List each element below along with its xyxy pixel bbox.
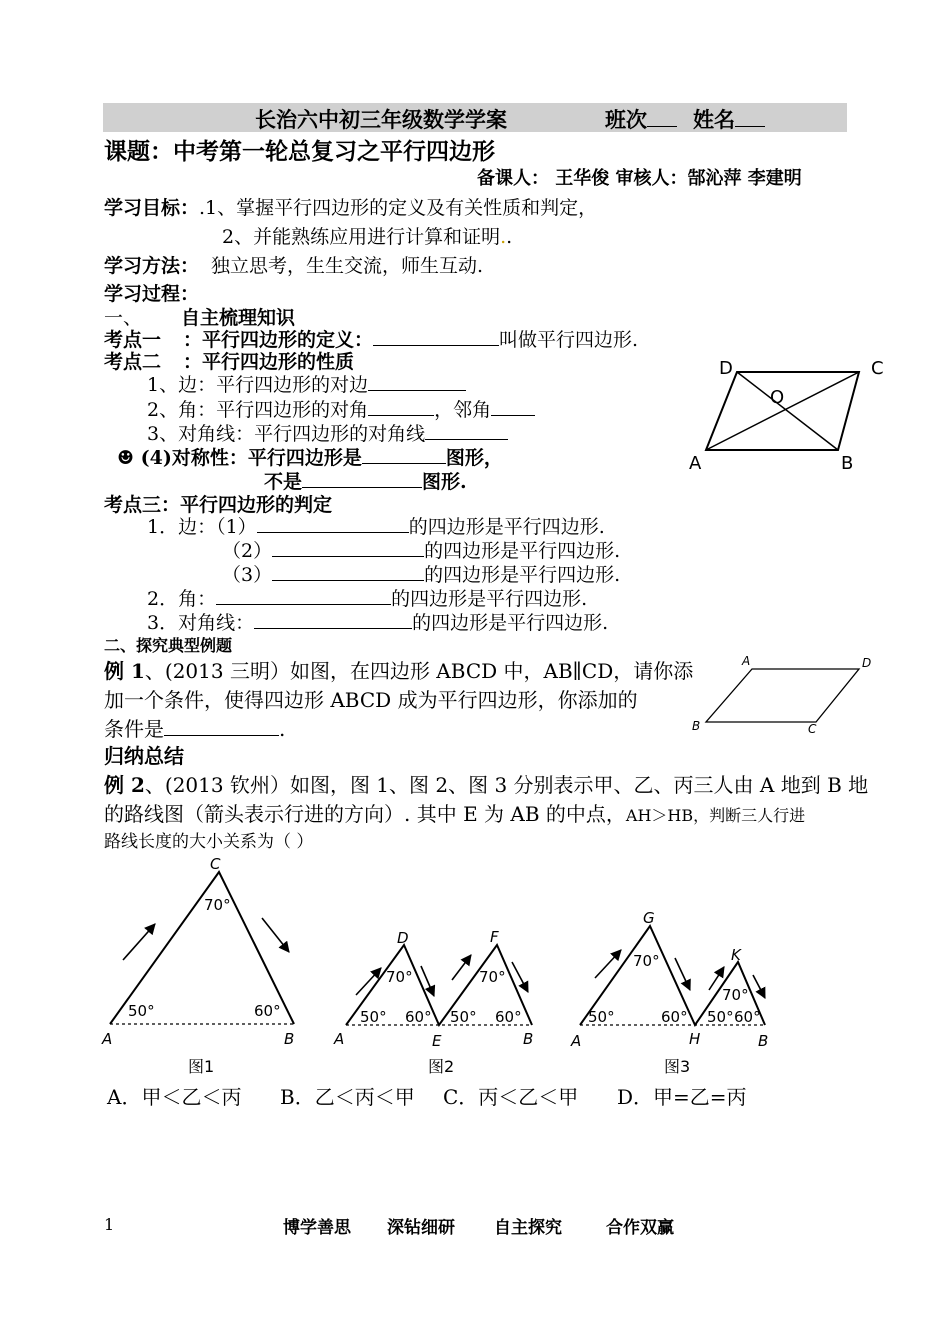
section1-title: 自主梳理知识 (181, 307, 296, 329)
ex1-label-d: D (862, 656, 872, 670)
prop-side-text: 1、边：平行四边形的对边 (147, 374, 369, 396)
point2-title: ：平行四边形的性质 (183, 351, 355, 373)
fig2-angle-2: 60° (405, 1008, 432, 1026)
fig3-angle-3: 50° (707, 1008, 734, 1026)
method-text: 独立思考，生生交流，师生互动. (211, 255, 484, 277)
school-title: 长治六中初三年级数学学案 (255, 107, 507, 132)
goals-label: 学习目标： (104, 197, 200, 219)
fig1-label-a: A (102, 1030, 113, 1048)
prop-diag (147, 419, 508, 446)
example2-text2b: AH＞HB，判断三人行进 (625, 806, 806, 825)
label-b: B (841, 453, 854, 474)
fig1-down-arrow-icon (262, 918, 289, 952)
fig1-label-b: B (284, 1030, 295, 1048)
section2-title: 二、探究典型例题 (104, 636, 233, 655)
choice-a[interactable]: A．甲＜乙＜丙 (107, 1085, 242, 1109)
example1-line3 (104, 713, 285, 742)
judge-side-2-suffix: 的四边形是平行四边形. (424, 540, 621, 562)
name-label: 姓名 (693, 107, 735, 132)
fig3-angle-2: 60° (661, 1008, 688, 1026)
class-label: 班次 (605, 107, 647, 132)
smiley-icon: ☻ (117, 447, 135, 469)
fig2-label-b: B (523, 1030, 534, 1048)
judge-side-3 (222, 560, 620, 587)
ex1-label-b: B (692, 719, 701, 733)
fig1-right-angle: 60° (254, 1002, 281, 1020)
example2-line1 (104, 769, 868, 798)
fig3-label-k: K (731, 946, 741, 964)
label-a: A (689, 453, 702, 474)
example2-line2 (104, 798, 805, 827)
judge-side-1-suffix: 的四边形是平行四边形. (408, 516, 605, 538)
prop-angle (147, 395, 535, 422)
judge-angle-suffix: 的四边形是平行四边形. (391, 588, 588, 610)
example1-label: 例 1 (104, 659, 145, 683)
motto-2: 深钻细研 (387, 1218, 455, 1238)
prop-sym-text: (4)对称性：平行四边形是 (140, 447, 362, 469)
fig3-caption: 图3 (664, 1057, 691, 1076)
point3-title: 考点三：平行四边形的判定 (104, 494, 333, 516)
label-c: C (871, 358, 884, 379)
choice-c[interactable]: C．丙＜乙＜甲 (443, 1085, 579, 1109)
angle-blank-2[interactable] (491, 396, 535, 416)
summary-label: 归纳总结 (104, 744, 184, 768)
goals-line1 (104, 193, 597, 220)
class-blank[interactable] (647, 105, 677, 127)
judge-blank-angle[interactable] (216, 585, 391, 605)
example2-text1: 、(2013 钦州）如图，图 1、图 2、图 3 分别表示甲、乙、丙三人由 A 地到 B 地 (144, 773, 869, 797)
sym-blank[interactable] (362, 444, 446, 464)
goal-item2-dot: . (500, 226, 507, 248)
point1-prefix: ：平行四边形的定义： (183, 329, 374, 351)
class-field (605, 104, 677, 134)
motto-4: 合作双赢 (606, 1218, 674, 1238)
prop-angle-text: 2、角：平行四边形的对角 (147, 399, 369, 421)
goal-item2-tail: . (506, 226, 513, 248)
fig3-angle-k: 70° (722, 986, 749, 1004)
name-field (693, 104, 765, 134)
choice-b[interactable]: B．乙＜丙＜甲 (280, 1085, 415, 1109)
fig1-caption: 图1 (188, 1057, 215, 1076)
side-blank[interactable] (368, 371, 466, 391)
label-o: O (770, 387, 785, 408)
fig3-label-h: H (689, 1030, 701, 1048)
judge-blank-diag[interactable] (254, 609, 412, 629)
definition-blank[interactable] (373, 326, 499, 346)
fig3-label-a: A (571, 1032, 582, 1050)
example1-line2: 加一个条件，使得四边形 ABCD 成为平行四边形，你添加的 (104, 688, 638, 712)
preparers: 备课人： 王华俊 审核人：郜沁萍 李建明 (477, 168, 802, 189)
fig3-angle-4: 60° (734, 1008, 761, 1026)
fig2-angle-f: 70° (479, 968, 506, 986)
judge-diag-suffix: 的四边形是平行四边形. (412, 612, 609, 634)
goal-item2 (222, 222, 512, 249)
fig3-down-arrow-2-icon (753, 975, 765, 998)
prop-not-pre: 不是 (264, 471, 303, 493)
diag-blank[interactable] (425, 420, 508, 440)
judge-side-1-pre: 1．边：（1） (147, 516, 257, 538)
judge-side-2-pre: （2） (222, 540, 273, 562)
judge-angle (147, 584, 587, 611)
fig2-label-d: D (397, 929, 409, 947)
fig2-caption: 图2 (428, 1057, 455, 1076)
judge-diag-pre: 3．对角线： (147, 612, 255, 634)
fig2-label-a: A (334, 1030, 345, 1048)
fig2-angle-4: 60° (495, 1008, 522, 1026)
fig2-angle-3: 50° (450, 1008, 477, 1026)
example1-text1: 、(2013 三明）如图，在四边形 ABCD 中，AB∥CD，请你添 (144, 659, 694, 683)
fig2-down-arrow-2-icon (512, 962, 528, 992)
example2-text2a: 的路线图（箭头表示行进的方向）. 其中 E 为 AB 的中点， (104, 802, 626, 826)
prop-side (147, 370, 466, 397)
example1-line3-tail: . (279, 717, 286, 741)
example1-figure (686, 650, 886, 740)
not-blank[interactable] (302, 468, 422, 488)
fig2-label-e: E (432, 1032, 442, 1050)
fig2-label-f: F (490, 928, 499, 946)
example2-label: 例 2 (104, 773, 145, 797)
fig1-up-arrow-icon (123, 924, 155, 960)
example1-blank[interactable] (164, 715, 279, 736)
fig1-top-angle: 70° (204, 896, 231, 914)
judge-angle-pre: 2．角： (147, 588, 217, 610)
fig2-angle-1: 50° (360, 1008, 387, 1026)
example1-line3-pre: 条件是 (104, 717, 164, 741)
method-label: 学习方法： (104, 255, 200, 277)
point1-suffix: 叫做平行四边形. (499, 329, 639, 351)
page-number: 1 (104, 1215, 115, 1234)
judge-blank-2[interactable] (272, 537, 424, 557)
judge-blank-1[interactable] (257, 513, 409, 533)
figure-1 (101, 855, 294, 1076)
judge-side-3-pre: （3） (222, 564, 273, 586)
figure-3 (570, 909, 768, 1076)
method-line (104, 251, 483, 278)
diagonal-db (737, 372, 838, 450)
prop-not-tail: 图形. (422, 471, 467, 493)
judge-blank-3[interactable] (272, 561, 424, 581)
label-d: D (719, 358, 733, 379)
fig1-label-c: C (210, 855, 221, 873)
motto-1: 博学善思 (283, 1218, 351, 1238)
fig2-down-arrow-1-icon (421, 966, 434, 996)
figure-2 (333, 928, 533, 1076)
example2-line3: 路线长度的大小关系为（ ） (104, 832, 314, 852)
quadrilateral-abcd (706, 669, 859, 722)
lesson-title: 课题：中考第一轮总复习之平行四边形 (104, 138, 495, 165)
fig3-angle-g: 70° (633, 952, 660, 970)
fig3-label-b: B (758, 1032, 769, 1050)
motto-3: 自主探究 (494, 1218, 562, 1238)
name-blank[interactable] (735, 105, 765, 127)
prop-diag-text: 3、对角线：平行四边形的对角线 (147, 423, 426, 445)
prop-sym (117, 443, 503, 470)
goal-item2-text: 2、并能熟练应用进行计算和证明 (222, 226, 501, 248)
point1-label: 考点一 (104, 329, 162, 351)
fig2-up-arrow-2-icon (452, 955, 471, 980)
point2-label: 考点二 (104, 351, 162, 373)
fig3-label-g: G (643, 909, 655, 927)
parallelogram-figure (683, 352, 893, 477)
fig2-angle-d: 70° (386, 968, 413, 986)
ex1-label-c: C (808, 722, 817, 736)
example1-line1 (104, 655, 693, 684)
process-label: 学习过程： (104, 283, 200, 305)
judge-side-3-suffix: 的四边形是平行四边形. (424, 564, 621, 586)
choice-d[interactable]: D．甲=乙=丙 (617, 1085, 747, 1109)
section1-num: 一、 (104, 307, 143, 329)
ex1-label-a: A (742, 654, 751, 668)
prop-sym-tail: 图形， (445, 447, 503, 469)
goal-item1: .1、掌握平行四边形的定义及有关性质和判定， (199, 197, 598, 219)
judge-side-1 (147, 512, 605, 539)
fig3-angle-1: 50° (588, 1008, 615, 1026)
fig1-left-angle: 50° (128, 1002, 155, 1020)
angle-blank-1[interactable] (368, 396, 434, 416)
route-figures (98, 850, 788, 1080)
prop-angle-mid: ，邻角 (434, 399, 492, 421)
judge-diag (147, 608, 608, 635)
judge-side-2 (222, 536, 620, 563)
diagonal-ca (706, 372, 859, 450)
